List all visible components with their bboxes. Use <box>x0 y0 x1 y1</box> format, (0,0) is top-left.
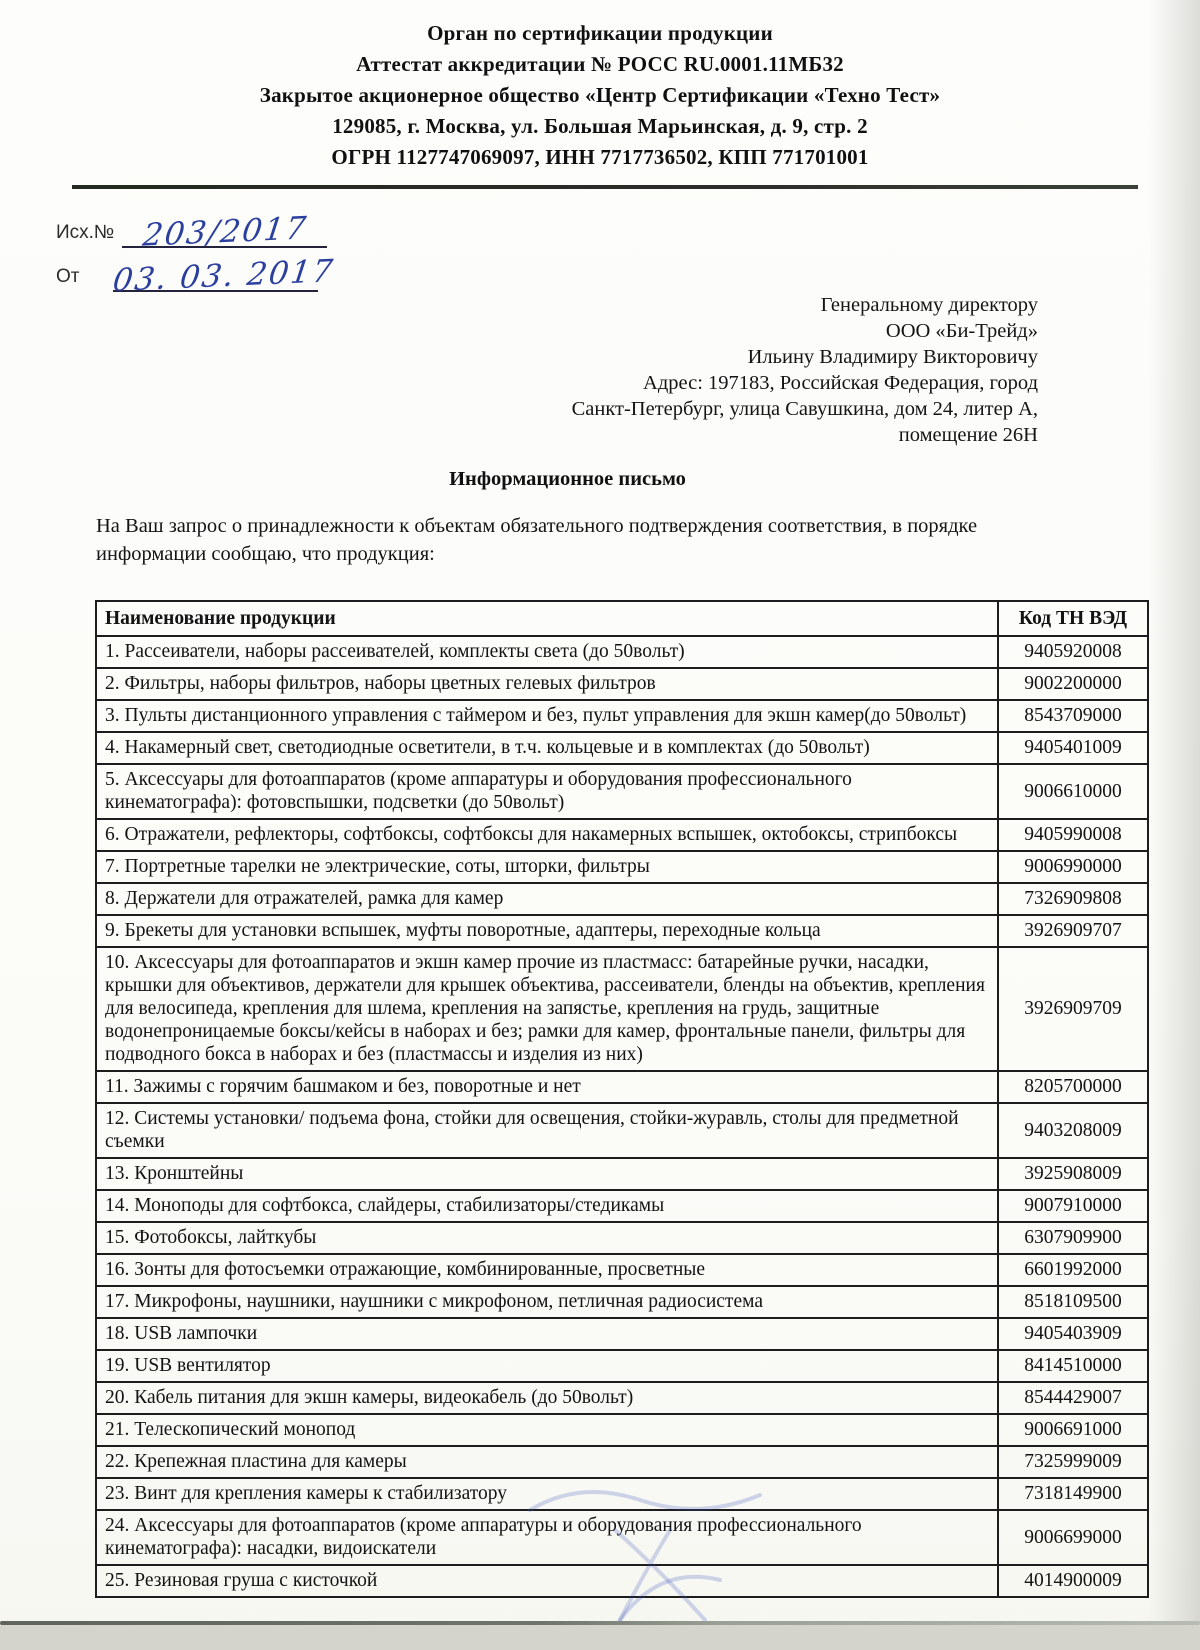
addressee-line: помещение 26Н <box>898 424 1038 446</box>
product-name-cell: 15. Фотобоксы, лайткубы <box>96 1222 998 1254</box>
product-name-cell: 10. Аксессуары для фотоаппаратов и экшн камер прочие из пластмасс: батарейные ручки, насадки, крышки для объективов, держатели для крышек объектива, рассеиватели, бленды на объектив, крепления для велосипеда, крепления для шлема, крепления на запястье, крепления на грудь, защитные водонепроницаемые боксы/кейсы в наборах и без; рамки для камер, фронтальные панели, фильтры для подводного бокса в наборах и без (пластмассы и изделия из них) <box>96 947 998 1071</box>
product-name-cell: 21. Телескопический монопод <box>96 1414 998 1446</box>
table-row <box>96 1510 1148 1565</box>
table-header-code: Код ТН ВЭД <box>998 601 1148 636</box>
tnved-code-cell: 9002200000 <box>998 668 1148 700</box>
tnved-code-cell: 6307909900 <box>998 1222 1148 1254</box>
product-name-cell: 25. Резиновая груша с кисточкой <box>96 1565 998 1597</box>
product-name-cell: 20. Кабель питания для экшн камеры, видеокабель (до 50вольт) <box>96 1382 998 1414</box>
product-name-cell: 14. Моноподы для софтбокса, слайдеры, стабилизаторы/стедикамы <box>96 1190 998 1222</box>
tnved-code-cell: 6601992000 <box>998 1254 1148 1286</box>
table-row <box>96 1478 1148 1510</box>
table-row <box>96 947 1148 1071</box>
product-name-cell: 1. Рассеиватели, наборы рассеивателей, комплекты света (до 50вольт) <box>96 636 998 668</box>
tnved-code-cell: 9006610000 <box>998 764 1148 819</box>
tnved-code-cell: 9006691000 <box>998 1414 1148 1446</box>
table-header-row <box>96 601 1148 636</box>
tnved-code-cell: 7325999009 <box>998 1446 1148 1478</box>
table-header-name: Наименование продукции <box>96 601 998 636</box>
products-table <box>95 600 1149 1598</box>
table-row <box>96 1103 1148 1158</box>
tnved-code-cell: 7318149900 <box>998 1478 1148 1510</box>
tnved-code-cell: 7326909808 <box>998 883 1148 915</box>
table-row <box>96 1071 1148 1103</box>
addressee-line: Генеральному директору <box>820 294 1038 316</box>
table-row <box>96 1254 1148 1286</box>
reference-number-line <box>122 210 327 254</box>
tnved-code-cell: 9405990008 <box>998 819 1148 851</box>
table-row <box>96 668 1148 700</box>
product-name-cell: 18. USB лампочки <box>96 1318 998 1350</box>
table-row <box>96 883 1148 915</box>
product-name-cell: 24. Аксессуары для фотоаппаратов (кроме аппаратуры и оборудования профессионального кинематографа): насадки, видоискатели <box>96 1510 998 1565</box>
scan-edge-right <box>1148 0 1200 1650</box>
addressee-block <box>572 292 1038 448</box>
intro-paragraph: На Ваш запрос о принадлежности к объектам обязательного подтверждения соответствия, в порядке информации сообщаю, что продукция: <box>96 515 978 565</box>
addressee-line: Адрес: 197183, Российская Федерация, город <box>643 372 1038 394</box>
table-row <box>96 1414 1148 1446</box>
product-name-cell: 23. Винт для крепления камеры к стабилизатору <box>96 1478 998 1510</box>
table-row <box>96 1382 1148 1414</box>
table-row <box>96 915 1148 947</box>
letterhead-line: Закрытое акционерное общество «Центр Сертификации «Техно Тест» <box>259 83 941 107</box>
tnved-code-cell: 9405401009 <box>998 732 1148 764</box>
table-row <box>96 1190 1148 1222</box>
tnved-code-cell: 9006990000 <box>998 851 1148 883</box>
product-name-cell: 16. Зонты для фотосъемки отражающие, комбинированные, просветные <box>96 1254 998 1286</box>
letterhead <box>0 18 1200 173</box>
table-row <box>96 700 1148 732</box>
table-row <box>96 1318 1148 1350</box>
addressee-line: Санкт-Петербург, улица Савушкина, дом 24, литер А, <box>571 398 1038 420</box>
product-name-cell: 19. USB вентилятор <box>96 1350 998 1382</box>
tnved-code-cell: 9405920008 <box>998 636 1148 668</box>
table-row <box>96 851 1148 883</box>
letterhead-line: Орган по сертификации продукции <box>427 21 773 45</box>
reference-number-row <box>56 204 327 254</box>
reference-date-line <box>111 253 337 299</box>
product-name-cell: 11. Зажимы с горячим башмаком и без, поворотные и нет <box>96 1071 998 1103</box>
product-name-cell: 22. Крепежная пластина для камеры <box>96 1446 998 1478</box>
product-name-cell: 13. Кронштейны <box>96 1158 998 1190</box>
tnved-code-cell: 9007910000 <box>998 1190 1148 1222</box>
scan-edge-bottom <box>0 1624 1200 1650</box>
letterhead-divider <box>72 185 1138 189</box>
letterhead-line: ОГРН 1127747069097, ИНН 7717736502, КПП 771701001 <box>331 145 869 169</box>
table-row <box>96 1350 1148 1382</box>
reference-block <box>56 204 337 299</box>
product-name-cell: 5. Аксессуары для фотоаппаратов (кроме аппаратуры и оборудования профессионального кинематографа): фотовспышки, подсветки (до 50вольт) <box>96 764 998 819</box>
addressee-line: Ильину Владимиру Викторовичу <box>747 346 1038 368</box>
table-row <box>96 1286 1148 1318</box>
product-name-cell: 9. Брекеты для установки вспышек, муфты поворотные, адаптеры, переходные кольца <box>96 915 998 947</box>
tnved-code-cell: 4014900009 <box>998 1565 1148 1597</box>
tnved-code-cell: 3926909707 <box>998 915 1148 947</box>
table-row <box>96 764 1148 819</box>
table-row <box>96 819 1148 851</box>
table-row <box>96 1565 1148 1597</box>
tnved-code-cell: 9006699000 <box>998 1510 1148 1565</box>
product-name-cell: 7. Портретные тарелки не электрические, соты, шторки, фильтры <box>96 851 998 883</box>
tnved-code-cell: 8205700000 <box>998 1071 1148 1103</box>
table-row <box>96 1158 1148 1190</box>
reference-number-label: Исх.№ <box>56 222 115 243</box>
reference-date-value: 03. 03. 2017 <box>111 253 337 299</box>
reference-date-label: От <box>56 266 80 287</box>
product-name-cell: 6. Отражатели, рефлекторы, софтбоксы, софтбоксы для накамерных вспышек, октобоксы, стрипбоксы <box>96 819 998 851</box>
product-name-cell: 3. Пульты дистанционного управления с таймером и без, пульт управления для экшн камер(до 50вольт) <box>96 700 998 732</box>
tnved-code-cell: 8414510000 <box>998 1350 1148 1382</box>
product-name-cell: 17. Микрофоны, наушники, наушники с микрофоном, петличная радиосистема <box>96 1286 998 1318</box>
letter-title: Информационное письмо <box>449 468 686 490</box>
tnved-code-cell: 3925908009 <box>998 1158 1148 1190</box>
tnved-code-cell: 9405403909 <box>998 1318 1148 1350</box>
product-name-cell: 8. Держатели для отражателей, рамка для камер <box>96 883 998 915</box>
table-row <box>96 1222 1148 1254</box>
table-row <box>96 636 1148 668</box>
letterhead-line: 129085, г. Москва, ул. Большая Марьинская, д. 9, стр. 2 <box>332 114 868 138</box>
tnved-code-cell: 8518109500 <box>998 1286 1148 1318</box>
tnved-code-cell: 3926909709 <box>998 947 1148 1071</box>
tnved-code-cell: 8543709000 <box>998 700 1148 732</box>
addressee-line: ООО «Би-Трейд» <box>885 320 1038 342</box>
tnved-code-cell: 8544429007 <box>998 1382 1148 1414</box>
tnved-code-cell: 9403208009 <box>998 1103 1148 1158</box>
product-name-cell: 2. Фильтры, наборы фильтров, наборы цветных гелевых фильтров <box>96 668 998 700</box>
table-row <box>96 732 1148 764</box>
product-name-cell: 4. Накамерный свет, светодиодные осветители, в т.ч. кольцевые и в комплектах (до 50вольт) <box>96 732 998 764</box>
table-row <box>96 1446 1148 1478</box>
reference-date-row <box>56 248 337 299</box>
product-name-cell: 12. Системы установки/ подъема фона, стойки для освещения, стойки-журавль, столы для предметной съемки <box>96 1103 998 1158</box>
letterhead-line: Аттестат аккредитации № РОСС RU.0001.11МБ32 <box>356 52 844 76</box>
reference-number-value: 203/2017 <box>140 210 310 254</box>
